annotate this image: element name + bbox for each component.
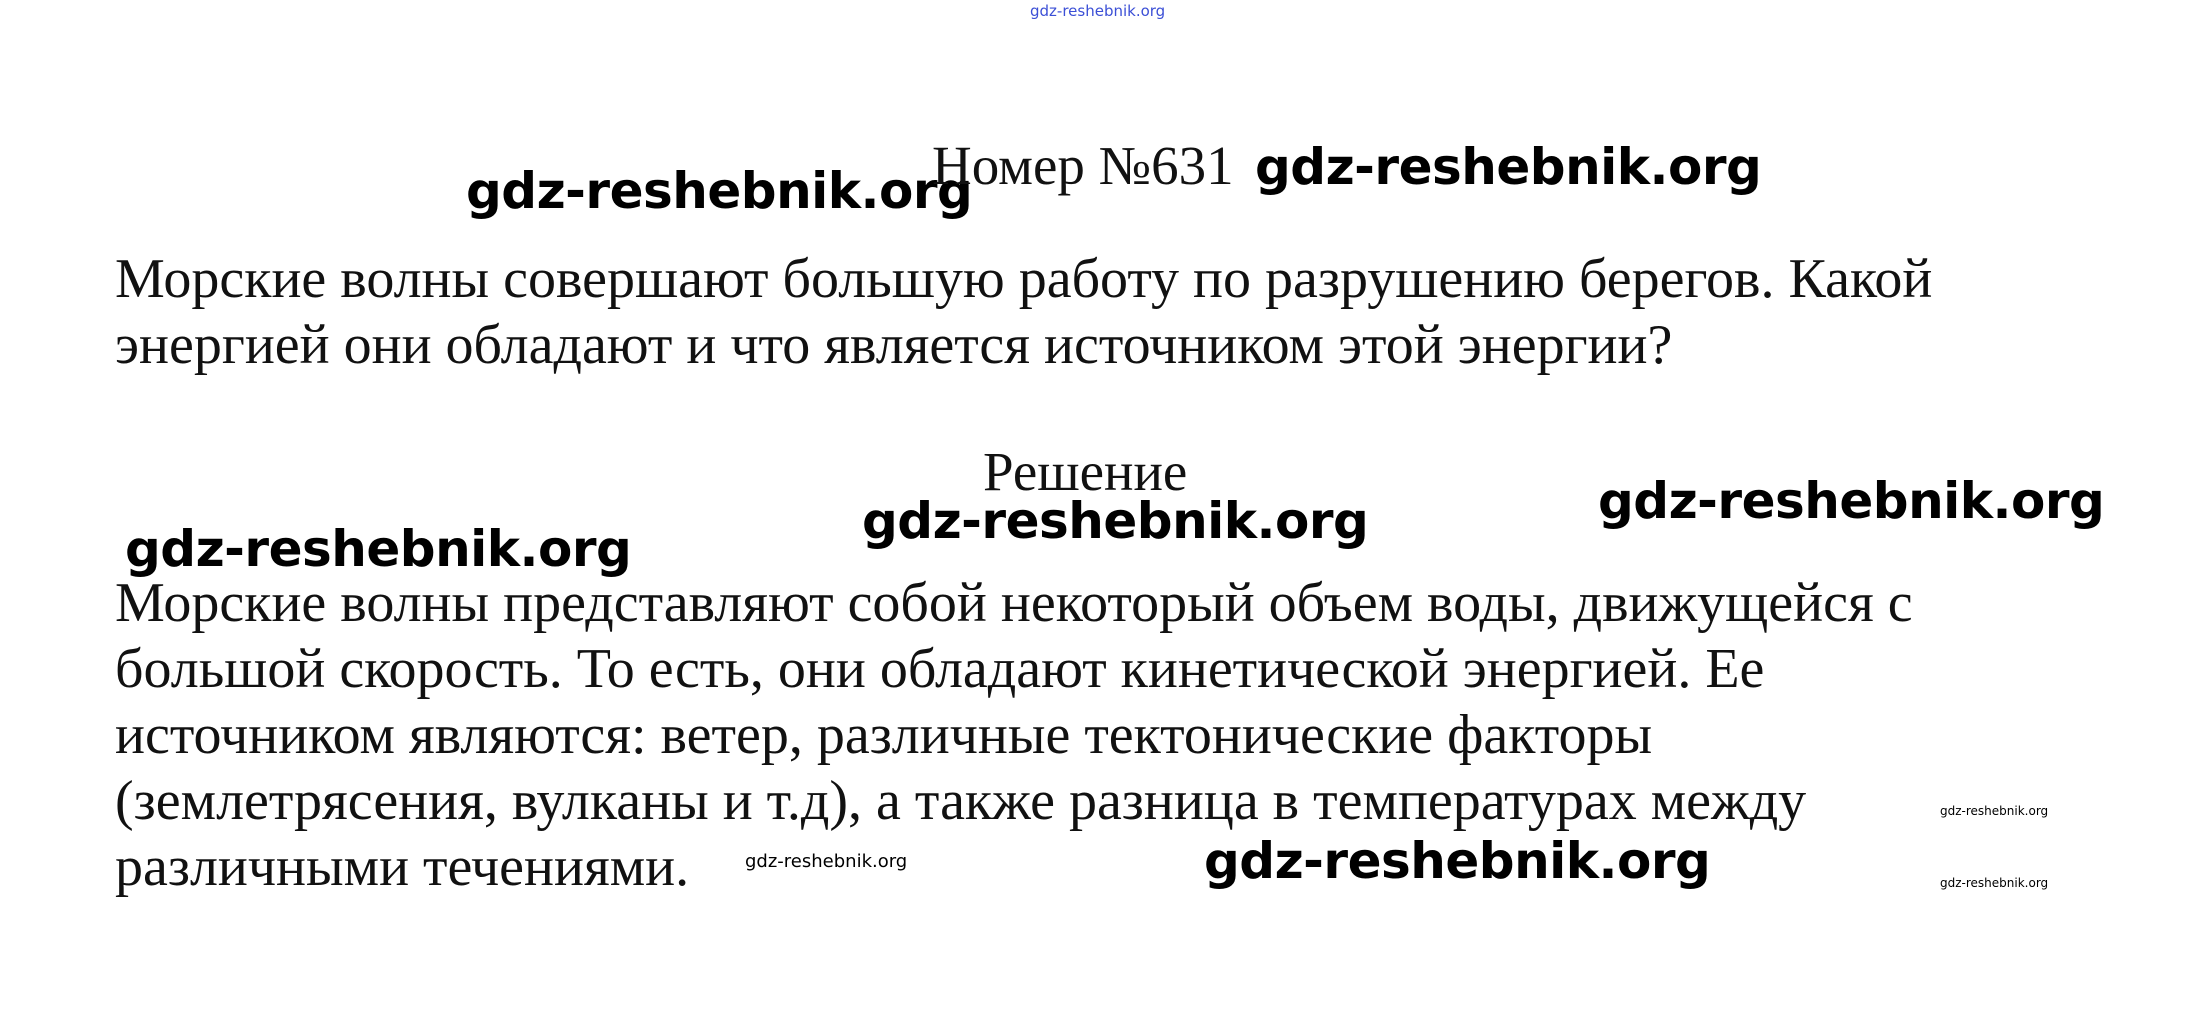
solution-line: Морские волны представляют собой некоторый объем воды, движущейся с <box>115 572 1913 634</box>
question-line: энергией они обладают и что является источником этой энергии? <box>115 314 1673 376</box>
solution-line: большой скорость. То есть, они обладают кинетической энергией. Ее <box>115 638 1765 700</box>
page-title: Номер №631 <box>932 135 1234 196</box>
watermark: gdz-reshebnik.org <box>1940 876 2049 890</box>
solution-text <box>115 570 2175 900</box>
solution-title: Решение <box>983 441 1188 502</box>
watermark: gdz-reshebnik.org <box>1255 138 1762 196</box>
solution-line: источником являются: ветер, различные тектонические факторы <box>115 704 1653 766</box>
question-text <box>115 246 2175 378</box>
watermark: gdz-reshebnik.org <box>862 492 1369 550</box>
solution-line: (землетрясения, вулканы и т.д), а также разница в температурах между <box>115 770 1807 832</box>
watermark: gdz-reshebnik.org <box>1204 832 1711 890</box>
question-line: Морские волны совершают большую работу по разрушению берегов. Какой <box>115 248 1933 310</box>
watermark-top: gdz-reshebnik.org <box>1030 2 1166 20</box>
watermark: gdz-reshebnik.org <box>1598 472 2105 530</box>
watermark: gdz-reshebnik.org <box>466 162 973 220</box>
solution-line: различными течениями. <box>115 836 690 898</box>
watermark: gdz-reshebnik.org <box>125 520 632 578</box>
watermark: gdz-reshebnik.org <box>745 851 908 872</box>
watermark: gdz-reshebnik.org <box>1940 804 2049 818</box>
